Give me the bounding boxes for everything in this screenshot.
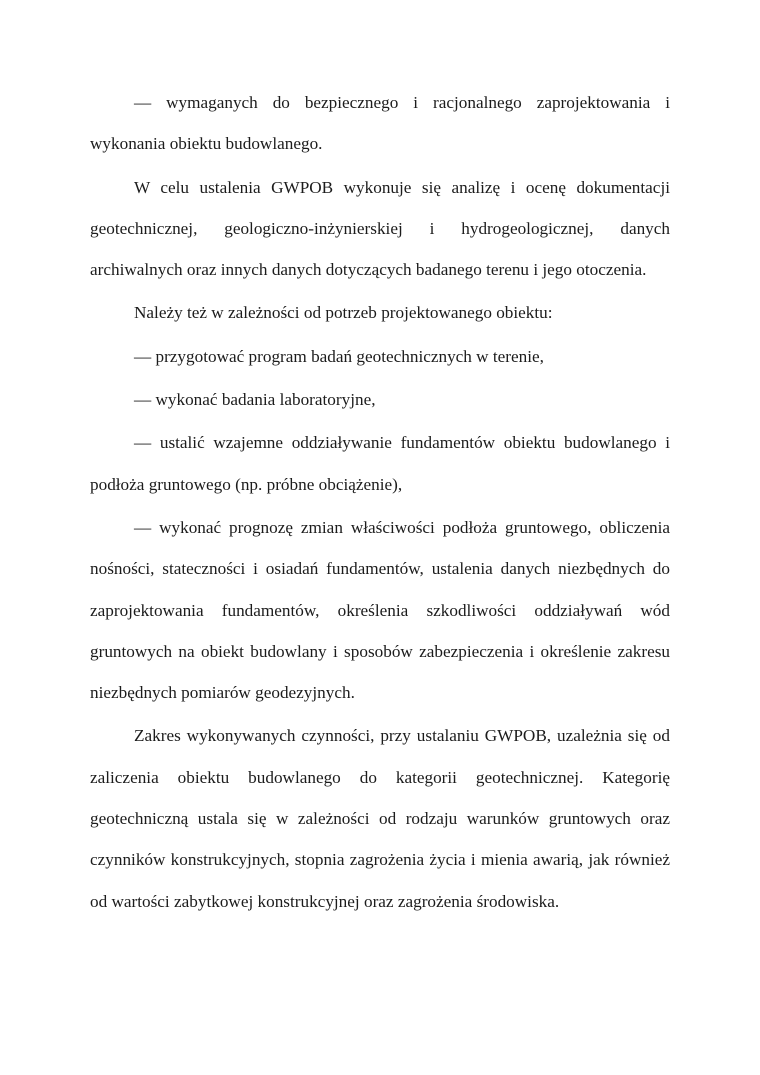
document-page — [90, 82, 670, 922]
list-item-program: — przygotować program badań geotechnicznych w terenie, — [134, 346, 544, 366]
paragraph-list-item-continuation: — wymaganych do bezpiecznego i racjonalnego zaprojektowania i wykonania obiektu budowlanego. — [90, 93, 670, 154]
paragraph-geotechnical-category: Zakres wykonywanych czynności, przy ustalaniu GWPOB, uzależnia się od zaliczenia obiektu budowlanego do kategorii geotechnicznej. Kategorię geotechniczną ustala się w zależności od rodzaju warunków gruntowych oraz czynników konstrukcyjnych, stopnia zagrożenia życia i mienia awarią, jak również od wartości zabytkowej konstrukcyjnej oraz zagrożenia środowiska. — [90, 726, 670, 911]
paragraph-gwpob-analysis: W celu ustalenia GWPOB wykonuje się analizę i ocenę dokumentacji geotechnicznej, geologiczno-inżynierskiej i hydrogeologicznej, danych archiwalnych oraz innych danych dotyczących badanego terenu i jego otoczenia. — [90, 177, 670, 280]
list-item-laboratory: — wykonać badania laboratoryjne, — [134, 390, 376, 410]
list-item-interaction: — ustalić wzajemne oddziaływanie fundamentów obiektu budowlanego i podłoża gruntowego (np. próbne obciążenie), — [90, 433, 670, 494]
paragraph-list-intro: Należy też w zależności od potrzeb projektowanego obiektu: — [134, 303, 553, 323]
list-item-forecast: — wykonać prognozę zmian właściwości podłoża gruntowego, obliczenia nośności, stateczności i osiadań fundamentów, ustalenia danych niezbędnych do zaprojektowania fundamentów, określenia szkodliwości oddziaływań wód gruntowych na obiekt budowlany i sposobów zabezpieczenia i określenie zakresu niezbędnych pomiarów geodezyjnych. — [90, 517, 670, 703]
